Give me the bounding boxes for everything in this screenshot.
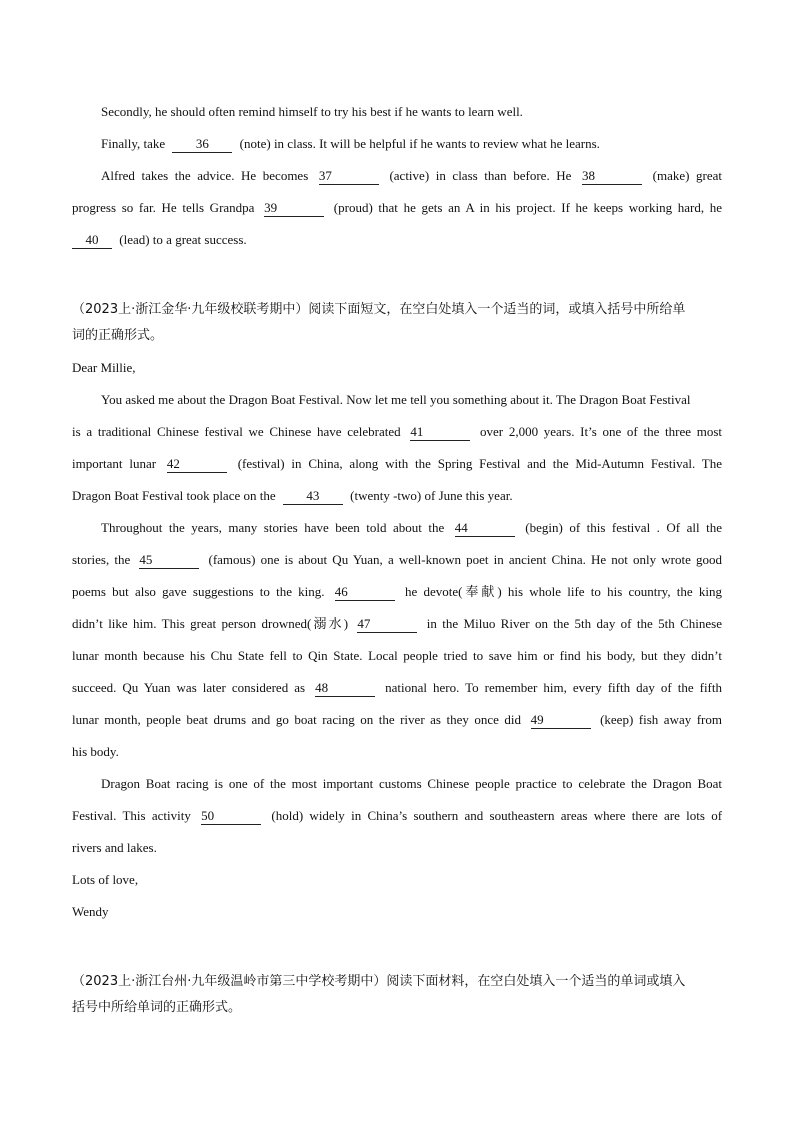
sentence: over 2,000 years. It’s one of the three most	[480, 424, 723, 439]
text-line	[72, 672, 722, 704]
text-line	[72, 160, 722, 192]
sentence: succeed. Qu Yuan was later considered as	[72, 680, 306, 695]
answer-blank-42: 42	[167, 456, 227, 473]
sentence: stories, the	[72, 552, 131, 567]
sentence: didn’t like him. This great person drowned(溺水)	[72, 616, 349, 631]
sentence: in the Miluo River on the 5th day of the 5th Chinese	[426, 616, 723, 631]
sentence: he devote(奉献) his whole life to his country, the king	[404, 584, 723, 599]
sentence: (lead) to a great success.	[119, 232, 247, 247]
text-line	[72, 608, 722, 640]
text-line	[72, 96, 722, 128]
answer-blank-47: 47	[357, 616, 417, 633]
sentence: lunar month because his Chu State fell to Qin State. Local people tried to save him or find his body, but they didn’t	[72, 648, 722, 663]
sentence: national hero. To remember him, every fifth day of the fifth	[385, 680, 723, 695]
answer-blank-39: 39	[264, 200, 324, 217]
document-page	[72, 96, 722, 1024]
sentence: rivers and lakes.	[72, 840, 157, 855]
header-line: 词的正确形式。	[72, 328, 164, 343]
sentence: Secondly, he should often remind himself to try his best if he wants to learn well.	[101, 104, 523, 119]
text-line	[72, 448, 722, 480]
answer-blank-43: 43	[283, 488, 343, 505]
answer-blank-36: 36	[172, 136, 232, 153]
text-line	[72, 192, 722, 224]
sentence: (active) in class than before. He	[389, 168, 572, 183]
sentence: Dragon Boat Festival took place on the	[72, 488, 276, 503]
sentence: (famous) one is about Qu Yuan, a well-known poet in ancient China. He not only wrote good	[208, 552, 723, 567]
sentence: Finally, take	[101, 136, 166, 151]
text-line	[72, 704, 722, 736]
sentence: Alfred takes the advice. He becomes	[101, 168, 309, 183]
sentence: important lunar	[72, 456, 157, 471]
text-line	[72, 224, 722, 256]
sentence: (twenty -two) of June this year.	[350, 488, 513, 503]
text-line	[72, 576, 722, 608]
text-line	[72, 736, 722, 768]
answer-blank-49: 49	[531, 712, 591, 729]
header-line: （2023上·浙江金华·九年级校联考期中）阅读下面短文，在空白处填入一个适当的词，或填入括号中所给单	[72, 302, 686, 317]
answer-blank-41: 41	[410, 424, 470, 441]
sentence: (note) in class. It will be helpful if he wants to review what he learns.	[239, 136, 600, 151]
sentence: You asked me about the Dragon Boat Festival. Now let me tell you something about it. The Dragon Boat Festival	[101, 392, 691, 407]
sentence: lunar month, people beat drums and go boat racing on the river as they once did	[72, 712, 522, 727]
sentence: Dragon Boat racing is one of the most important customs Chinese people practice to celebrate the Dragon Boat	[101, 776, 722, 791]
sentence: (keep) fish away from	[600, 712, 723, 727]
sentence: progress so far. He tells Grandpa	[72, 200, 255, 215]
answer-blank-40: 40	[72, 232, 112, 249]
sentence: (hold) widely in China’s southern and southeastern areas where there are lots of	[271, 808, 723, 823]
answer-blank-44: 44	[455, 520, 515, 537]
text-line	[72, 640, 722, 672]
sentence: (begin) of this festival . Of all the	[525, 520, 722, 535]
text-line	[72, 832, 722, 864]
answer-blank-45: 45	[139, 552, 199, 569]
text-line	[72, 416, 722, 448]
answer-blank-50: 50	[201, 808, 261, 825]
sentence: Throughout the years, many stories have been told about the	[101, 520, 445, 535]
sentence: is a traditional Chinese festival we Chinese have celebrated	[72, 424, 401, 439]
sentence: (festival) in China, along with the Spring Festival and the Mid-Autumn Festival. The	[237, 456, 723, 471]
answer-blank-48: 48	[315, 680, 375, 697]
section-header	[72, 294, 722, 326]
header-line: 括号中所给单词的正确形式。	[72, 1000, 242, 1015]
answer-blank-38: 38	[582, 168, 642, 185]
closing: Lots of love,	[72, 872, 139, 887]
answer-blank-46: 46	[335, 584, 395, 601]
text-line	[72, 800, 722, 832]
sentence: Festival. This activity	[72, 808, 191, 823]
answer-blank-37: 37	[319, 168, 379, 185]
text-line	[72, 480, 722, 512]
text-line	[72, 512, 722, 544]
sentence: (proud) that he gets an A in his project. If he keeps working hard, he	[333, 200, 723, 215]
header-line: （2023上·浙江台州·九年级温岭市第三中学校考期中）阅读下面材料，在空白处填入一个适当的单词或填入	[72, 974, 686, 989]
salutation: Dear Millie,	[72, 360, 136, 375]
text-line	[72, 544, 722, 576]
sentence: (make) great	[652, 168, 723, 183]
text-line	[72, 768, 722, 800]
sentence: poems but also gave suggestions to the king.	[72, 584, 325, 599]
sentence: his body.	[72, 744, 119, 759]
signature: Wendy	[72, 904, 109, 919]
text-line	[72, 384, 722, 416]
text-line	[72, 128, 722, 160]
